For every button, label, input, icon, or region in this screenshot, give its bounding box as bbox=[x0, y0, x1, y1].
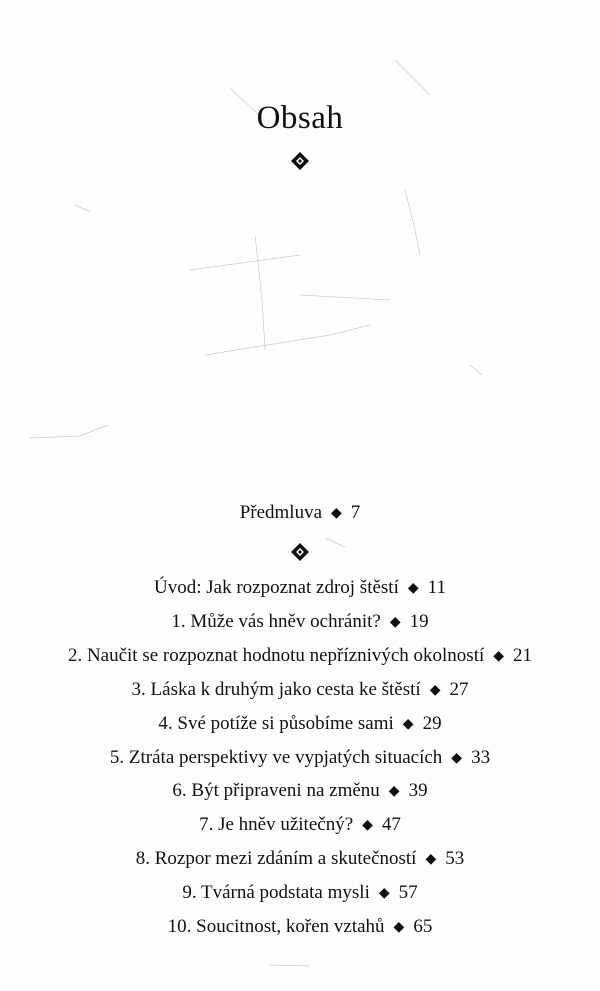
entry-label: 5. Ztráta perspektivy ve vypjatých situacích bbox=[109, 746, 443, 768]
diamond-separator-icon: ◆ bbox=[493, 648, 505, 664]
diamond-separator-icon: ◆ bbox=[378, 886, 390, 902]
entry-page-number: 7 bbox=[350, 502, 361, 523]
entry-label: 4. Své potíže si působíme sami bbox=[158, 712, 394, 734]
diamond-separator-icon: ◆ bbox=[388, 784, 400, 800]
entry-label: 2. Naučit se rozpoznat hodnotu nepříznivých okolností bbox=[67, 644, 485, 666]
diamond-separator-icon: ◆ bbox=[362, 818, 373, 834]
diamond-separator-icon: ◆ bbox=[389, 614, 401, 630]
toc-entry bbox=[0, 916, 600, 938]
entry-page-number: 11 bbox=[427, 577, 446, 598]
diamond-separator-icon: ◆ bbox=[331, 506, 342, 521]
diamond-separator-icon: ◆ bbox=[429, 682, 441, 698]
entry-page-number: 21 bbox=[513, 644, 533, 666]
contents-heading: Obsah bbox=[256, 100, 344, 136]
entry-label: Předmluva bbox=[239, 502, 323, 523]
entry-label: 1. Může vás hněv ochránit? bbox=[171, 610, 381, 632]
diamond-separator-icon: ◆ bbox=[393, 920, 405, 935]
diamond-separator-icon: ◆ bbox=[402, 716, 414, 732]
entry-label: 3. Láska k druhým jako cesta ke štěstí bbox=[131, 678, 421, 700]
entry-page-number: 29 bbox=[422, 712, 442, 734]
diamond-separator-icon: ◆ bbox=[425, 852, 437, 868]
entry-page-number: 65 bbox=[413, 916, 433, 937]
diamond-separator-icon: ◆ bbox=[407, 581, 419, 596]
ornament-icon bbox=[291, 543, 309, 561]
diamond-separator-icon: ◆ bbox=[451, 750, 463, 766]
toc-entry bbox=[0, 645, 600, 667]
entry-page-number: 47 bbox=[381, 814, 401, 836]
toc-entry bbox=[0, 780, 600, 802]
entry-page-number: 33 bbox=[471, 746, 491, 768]
toc-entry bbox=[0, 882, 600, 904]
toc-entry bbox=[0, 679, 600, 701]
entry-page-number: 39 bbox=[408, 780, 428, 802]
entry-page-number: 57 bbox=[398, 882, 418, 904]
entry-label: 10. Soucitnost, kořen vztahů bbox=[167, 916, 385, 937]
entry-label: 9. Tvárná podstata mysli bbox=[182, 882, 370, 904]
entry-label: Úvod: Jak rozpoznat zdroj štěstí bbox=[154, 577, 399, 598]
entry-label: 8. Rozpor mezi zdáním a skutečností bbox=[135, 848, 417, 870]
entry-label: 6. Být připraveni na změnu bbox=[172, 780, 380, 802]
toc-entry bbox=[0, 848, 600, 870]
toc-entry bbox=[0, 577, 600, 599]
toc-entry bbox=[0, 611, 600, 633]
ornament-icon bbox=[291, 152, 309, 170]
entry-page-number: 53 bbox=[445, 848, 465, 870]
entry-label: 7. Je hněv užitečný? bbox=[199, 814, 354, 836]
entry-page-number: 19 bbox=[409, 610, 429, 632]
toc-entry bbox=[0, 713, 600, 735]
toc-entry bbox=[0, 814, 600, 836]
toc-entry-preface bbox=[0, 502, 600, 524]
entry-page-number: 27 bbox=[449, 678, 469, 700]
toc-entry bbox=[0, 747, 600, 769]
